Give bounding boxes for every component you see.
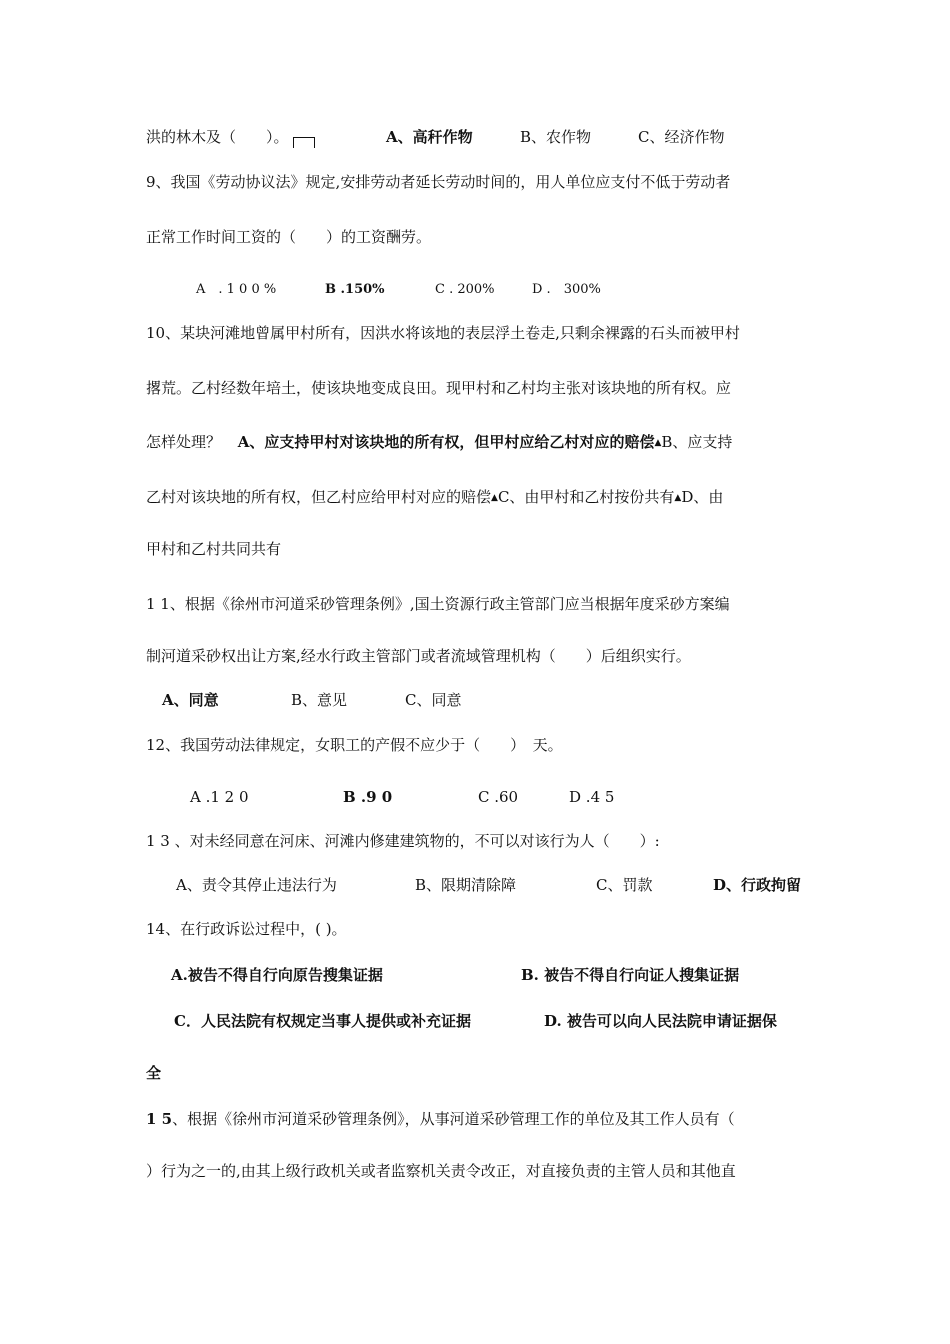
- q11-option-c: C、同意: [405, 691, 462, 709]
- q10-option-b-end: 乙村对该块地的所有权，但乙村应给甲村对应的赔偿: [146, 488, 492, 506]
- triangle-icon: ▲: [654, 438, 662, 448]
- q8-tail-text: 洪的林木及（ ）。: [146, 128, 289, 146]
- triangle-icon: ▲: [491, 493, 498, 503]
- q9-option-c: C . 200%: [435, 282, 495, 297]
- q12-option-c: C .60: [478, 788, 519, 806]
- q9-option-b: B .150%: [325, 282, 385, 297]
- q10-option-b-start: B、应支持: [661, 433, 733, 451]
- q15-line1: [146, 1108, 735, 1130]
- q8-option-c: C、经济作物: [638, 128, 725, 146]
- q8-option-b: B、农作物: [520, 128, 592, 146]
- q10-line1: 10、某块河滩地曾属甲村所有，因洪水将该地的表层浮土卷走,只剩余裸露的石头而被甲村: [146, 324, 740, 342]
- q12-line1: 12、我国劳动法律规定，女职工的产假不应少于（ ） 天。: [146, 736, 563, 754]
- q10-question-end: 怎样处理？: [146, 433, 222, 451]
- q13-option-d: D、行政拘留: [713, 876, 802, 894]
- q10-option-d-start: D、由: [681, 488, 724, 506]
- q10-line5: 甲村和乙村共同共有: [146, 540, 282, 558]
- q11-line2: 制河道采砂权出让方案,经水行政主管部门或者流域管理机构（ ）后组织实行。: [146, 647, 691, 665]
- q14-option-d-end: 全: [146, 1064, 162, 1082]
- q9-line2: 正常工作时间工资的（ ）的工资酬劳。: [146, 228, 432, 246]
- q14-option-d: D. 被告可以向人民法院申请证据保: [544, 1012, 777, 1030]
- q13-option-a: A、责令其停止违法行为: [176, 876, 337, 894]
- q14-option-a: A.被告不得自行向原告搜集证据: [171, 966, 383, 984]
- q14-line1: 14、在行政诉讼过程中，( )。: [146, 920, 347, 938]
- q13-line1: 1 3 、对未经同意在河床、河滩内修建建筑物的，不可以对该行为人（ ）:: [146, 832, 660, 850]
- q10-line2: 撂荒。乙村经数年培土，使该块地变成良田。现甲村和乙村均主张对该块地的所有权。应: [146, 379, 732, 397]
- q13-option-b: B、限期清除障: [415, 876, 517, 894]
- q15-number: 1 5: [146, 1110, 173, 1128]
- q13-option-c: C、罚款: [596, 876, 653, 894]
- q12-option-d: D .4 5: [569, 788, 615, 806]
- q9-option-a: A . 1 0 0 %: [196, 282, 277, 297]
- triangle-icon: ▲: [674, 493, 682, 503]
- q9-option-d: D . 300%: [532, 282, 601, 297]
- q10-option-c: C、由甲村和乙村按份共有: [497, 488, 675, 506]
- q11-option-a: A、同意: [162, 691, 219, 709]
- q10-line3: [146, 431, 732, 454]
- q12-option-b: B .9 0: [343, 788, 393, 806]
- q8-tail: [146, 126, 315, 148]
- q10-option-a: A、应支持甲村对该块地的所有权，但甲村应给乙村对应的赔偿: [237, 433, 655, 451]
- q10-line4: [146, 486, 723, 509]
- q12-option-a: A .1 2 0: [190, 788, 249, 806]
- q14-option-c: C．人民法院有权规定当事人提供或补充证据: [174, 1012, 471, 1030]
- q15-text: 、根据《徐州市河道采砂管理条例》，从事河道采砂管理工作的单位及其工作人员有（: [172, 1110, 735, 1128]
- q14-option-b: B. 被告不得自行向证人搜集证据: [521, 966, 740, 984]
- q8-option-a: A、高秆作物: [386, 128, 473, 146]
- corner-mark-icon: [293, 137, 315, 148]
- q11-line1: 1 1、根据《徐州市河道采砂管理条例》,国土资源行政主管部门应当根据年度采砂方案编: [146, 595, 730, 613]
- q9-line1: 9、我国《劳动协议法》规定,安排劳动者延长劳动时间的，用人单位应支付不低于劳动者: [146, 173, 731, 191]
- q11-option-b: B、意见: [291, 691, 348, 709]
- q15-line2: ）行为之一的,由其上级行政机关或者监察机关责令改正，对直接负责的主管人员和其他直: [146, 1162, 736, 1180]
